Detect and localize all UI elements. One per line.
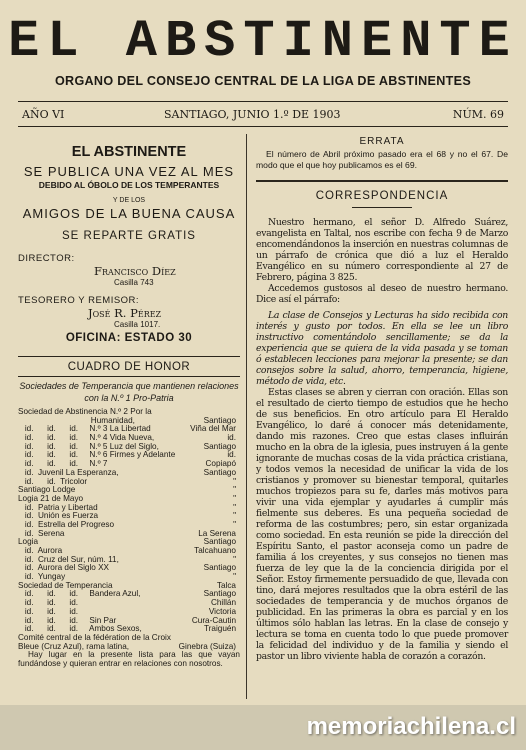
left-column — [18, 136, 240, 669]
errata-title: ERRATA — [359, 136, 405, 147]
treasurer-name: José R. Pérez — [88, 306, 162, 320]
paragraph: Nuestro hermano, el señor D. Alfredo Suárez, evangelista en Taltal, nos escribe con fecha 9 de Marzo encomendándonos la inserción en nuestras columnas de un párrafo de crónica que dió a luz el Heraldo Evangélico en su número correspondiente al 27 de Febrero, página 3 825. — [256, 217, 508, 283]
society-place: " — [233, 554, 236, 564]
society-name: id. id. id. — [18, 606, 79, 616]
society-row — [18, 643, 240, 652]
honor-title: CUADRO DE HONOR — [67, 361, 191, 373]
director-box: Casilla 743 — [114, 278, 154, 287]
publication-connector: Y DE LOS — [112, 197, 146, 204]
society-name: id. id. id. N.º 6 Firmes y Adelante — [18, 450, 176, 460]
society-place: Santiago — [203, 415, 236, 425]
society-place: " — [233, 485, 236, 495]
paragraph: Estas clases se abren y cierran con oración. Ellas son el resultado de cierto tiempo de estudios que he hecho de sus beneficios. En otro artículo para El Heraldo Evangélico, lo daré á conocer más detenidamente, dando mis razones. Creo que estas clases influirán mucho en la obra de la iglesia, pues instruyen á la gente ignorante de muchas cosas de la vida práctica cristiana, y todos vemos la necesidad de unificar la vida de los cristianos y promover su bienestar temporal, quitarles muchos tropiezos para su fe, darles más motivos para vivir una vida ejemplar y ayudarles á cumplir más fielmente sus deberes. Es una pequeña sociedad de reforma de las costumbres; pero, sin estar organizada como sociedad. En esta reunión se pide la dirección del Espíritu Santo, el pastor aconseja como un padre de familia á los creyentes, y sus consejos no tienen mas fuerza de ley que la de la conciencia dirigida por el Señor. Estoy firmemente persuadido de que, llevada con tino, dará mejores resultados que la obra estéril de las sociedades de temperancia y de muchos órganos de publicidad. En las primeras la obra es parcial y en los últimos sólo hablan las letras. En la clase de consejo y lectura se toma en cuenta todo lo que puede promover la felicidad del individuo y de la familia y siendo el pastor un libro viviente habla de corazón a corazón. — [256, 387, 508, 662]
society-name: id. id. id. Ambos Sexos, — [18, 624, 142, 634]
society-name: id. id. id. — [18, 598, 79, 608]
dateline — [22, 108, 504, 122]
society-name: Sociedad de Abstinencia N.º 2 Por la — [18, 407, 152, 416]
honor-intro: Sociedades de Temperancia que mantienen relaciones con la N.º 1 Pro-Patria — [19, 381, 239, 403]
publication-friends: AMIGOS DE LA BUENA CAUSA — [22, 206, 236, 221]
society-name: id. id. id. Bandera Azul, — [18, 589, 141, 599]
masthead-subtitle: ORGANO DEL CONSEJO CENTRAL DE LA LIGA DE ABSTINENTES — [54, 74, 472, 88]
paragraph: Accedemos gustosos al deseo de nuestro hermano. Dice así el párrafo: — [256, 283, 508, 305]
society-name: Logia 21 de Mayo — [18, 493, 84, 503]
publication-heading: EL ABSTINENTE — [71, 144, 187, 160]
society-place: Talcahuano — [194, 546, 236, 555]
treasurer-box: Casilla 1017. — [114, 320, 161, 329]
society-name: Comité central de la fédération de la Croix — [18, 632, 171, 642]
publication-frequency: SE PUBLICA UNA VEZ AL MES — [23, 164, 235, 179]
society-place: " — [233, 493, 236, 503]
issue-date: SANTIAGO, JUNIO 1.º DE 1903 — [164, 108, 341, 121]
society-name: id. Unión es Fuerza — [18, 511, 99, 521]
honor-footer: Hay lugar en la presente lista para las que vayan fundándose y quieran entrar en relaciones con nosotros. — [18, 650, 240, 668]
top-rule — [18, 101, 508, 102]
issue-year: AÑO VI — [22, 108, 65, 121]
date-rule — [18, 126, 508, 127]
column-divider — [246, 134, 247, 699]
society-name: id. Cruz del Sur, núm. 11, — [18, 554, 119, 564]
society-list — [18, 408, 240, 651]
errata-text: El número de Abril próximo pasado era el 68 y no el 67. De modo que el que hoy publicamos es el 69. — [256, 149, 508, 170]
publication-funding: DEBIDO AL ÓBOLO DE LOS TEMPERANTES — [38, 180, 220, 190]
society-name: id. Patria y Libertad — [18, 502, 98, 512]
honor-rule — [18, 376, 240, 377]
office-address: OFICINA: ESTADO 30 — [65, 332, 193, 344]
correspondence-title: CORRESPONDENCIA — [315, 190, 449, 202]
director-label: DIRECTOR: — [18, 253, 75, 264]
correspondence-rule — [352, 207, 412, 208]
society-name: id. id. id. Sin Par — [18, 615, 117, 625]
society-place: Ginebra (Suiza) — [178, 641, 236, 651]
society-name: id. id. id. N.º 5 Luz del Siglo, — [18, 441, 159, 451]
society-place: " — [233, 511, 236, 521]
society-place: Santiago — [203, 589, 236, 599]
masthead — [0, 12, 526, 88]
society-name: Bleue (Cruz Azul), rama latina, — [18, 641, 130, 651]
society-place: id. — [227, 450, 236, 460]
society-place: Santiago — [203, 537, 236, 547]
society-name: Sociedad de Temperancia — [18, 580, 113, 590]
society-name: Logia — [18, 537, 39, 547]
society-name: id. id. id. N.º 7 — [18, 459, 108, 469]
society-name: Santiago Lodge — [18, 485, 76, 495]
society-name: id. Aurora del Siglo XX — [18, 563, 110, 573]
correspondence-body — [256, 217, 508, 662]
treasurer-label: TESORERO Y REMISOR: — [18, 295, 140, 306]
society-place: Victoria — [208, 606, 236, 616]
society-place: " — [233, 476, 236, 486]
publication-free: SE REPARTE GRATIS — [62, 230, 196, 242]
society-name: id. Serena — [18, 528, 65, 538]
society-name: id. Aurora — [18, 546, 63, 555]
society-place: Traiguén — [203, 624, 236, 634]
section-rule — [18, 356, 240, 357]
society-place: Santiago — [203, 467, 236, 477]
quoted-paragraph: La clase de Consejos y Lecturas ha sido recibida con interés y gusto por todos. En ella se lee un libro instructivo comentándolo sencillamente; se da la experiencia que se quiera de la vida pasada y se toman ó establecen lecciones para mejorar la presente; se dan consejos sobre la salud, ahorro, temperancia, higiene, método de vida, etc. — [256, 310, 508, 387]
society-name: id. id. Tricolor — [18, 476, 88, 486]
society-place: Santiago — [203, 441, 236, 451]
society-place: Copiapó — [205, 459, 236, 469]
watermark: memoriachilena.cl — [306, 713, 516, 740]
director-name: Francisco Díez — [94, 264, 176, 278]
society-name: id. Yungay — [18, 572, 66, 582]
society-place: " — [233, 502, 236, 512]
society-name: Humanidad, — [18, 415, 135, 425]
society-place: Talca — [216, 580, 236, 590]
society-name: id. Estrella del Progreso — [18, 519, 115, 529]
masthead-title: EL ABSTINENTE — [8, 12, 518, 71]
society-name: id. id. id. N.º 3 La Libertad — [18, 424, 151, 434]
society-place: " — [233, 519, 236, 529]
society-place: Chillán — [210, 598, 236, 608]
issue-number: NÚM. 69 — [452, 108, 504, 121]
society-place: " — [233, 572, 236, 582]
society-name: id. Juvenil La Esperanza, — [18, 467, 119, 477]
society-place: Cura-Cautin — [191, 615, 236, 625]
society-place: La Serena — [198, 528, 236, 538]
right-column — [256, 136, 508, 662]
society-name: id. id. id. N.º 4 Vida Nueva, — [18, 433, 155, 443]
society-place: id. — [227, 433, 236, 443]
errata-rule — [256, 180, 508, 182]
society-place: Viña del Mar — [190, 424, 236, 434]
society-place: Santiago — [203, 563, 236, 573]
